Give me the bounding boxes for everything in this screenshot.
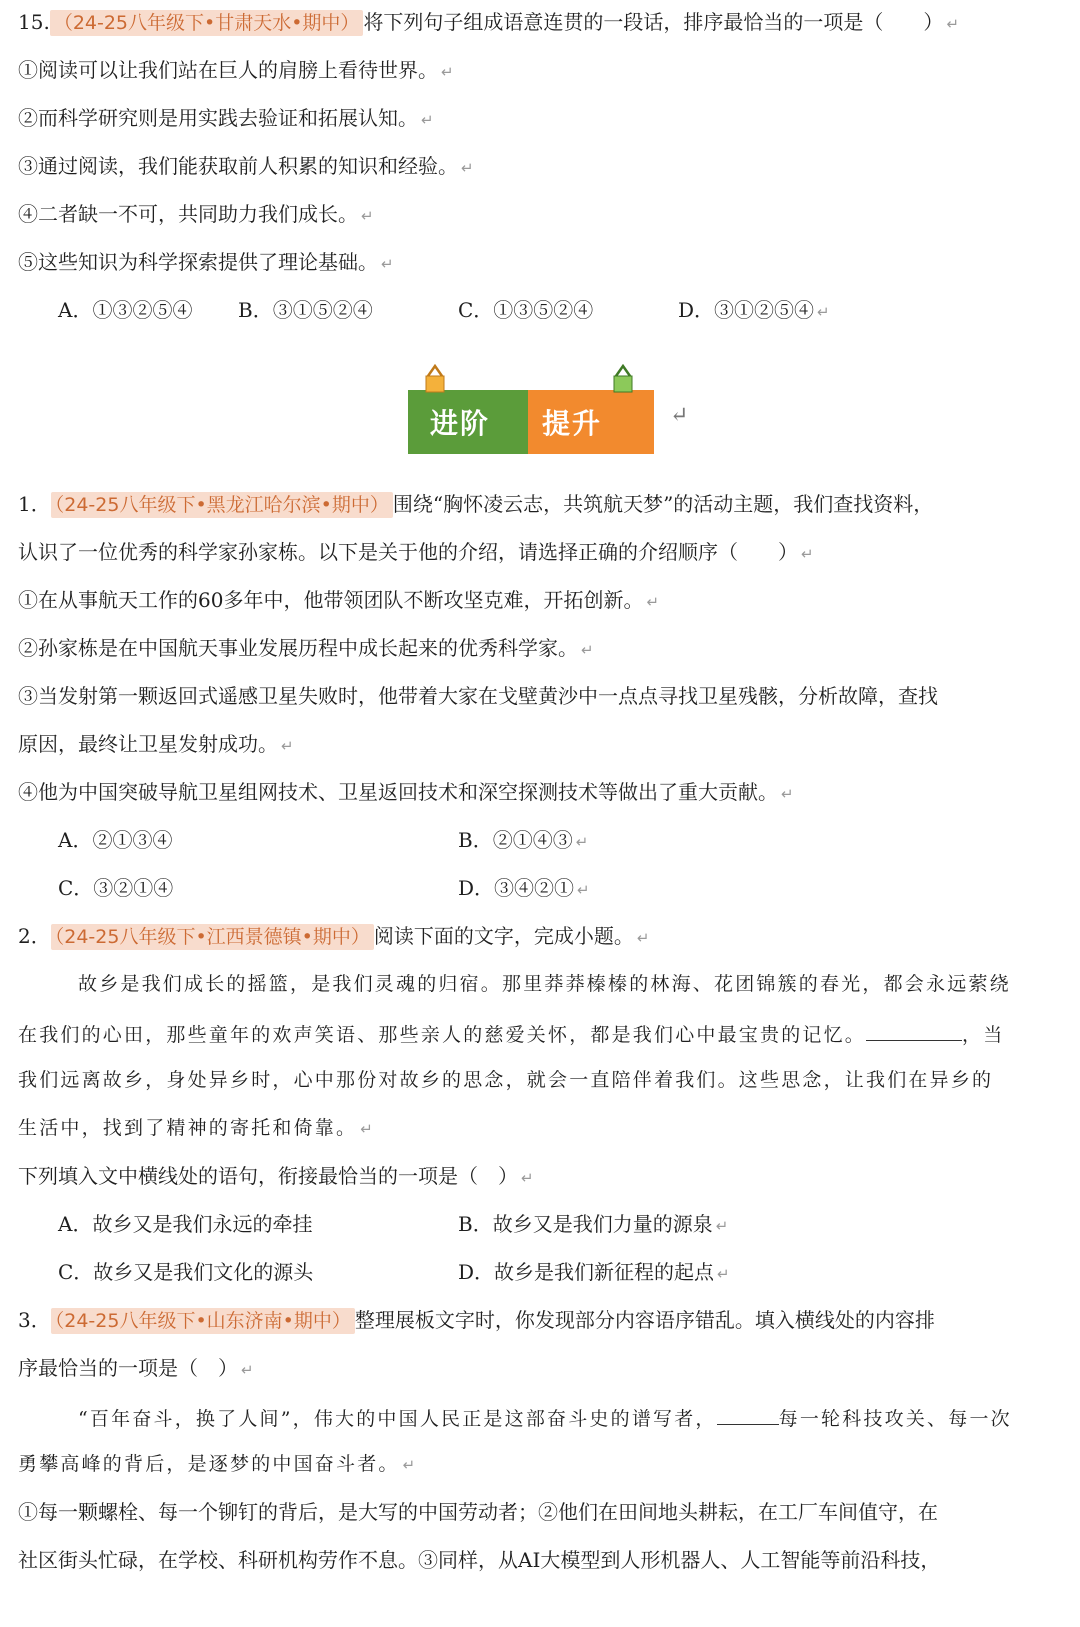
q3-stem: 整理展板文字时，你发现部分内容语序错乱。填入横线处的内容排 <box>354 1308 935 1332</box>
q15-stem: 将下列句子组成语意连贯的一段话，排序最恰当的一项是（ ） <box>363 10 944 34</box>
return-mark-icon: ↵ <box>461 159 474 177</box>
q15-number: 15. <box>18 10 50 34</box>
q3-number: 3． <box>18 1308 51 1332</box>
return-mark-icon: ↵ <box>817 303 830 321</box>
return-mark-icon: ↵ <box>670 403 689 428</box>
q2-option-a: A．故乡又是我们永远的牵挂 <box>58 1212 313 1236</box>
q1-stem-line <box>18 492 933 517</box>
q15-item-2: ②而科学研究则是用实践去验证和拓展认知。 ↵ <box>18 106 434 130</box>
return-mark-icon: ↵ <box>577 881 590 899</box>
q1-option-c: C．③②①④ <box>58 876 174 900</box>
q3-stem-line <box>18 1308 935 1333</box>
return-mark-icon: ↵ <box>946 15 960 33</box>
q3-passage-line-1: “百年奋斗，换了人间”，伟大的中国人民正是这部奋斗史的谱写者， 每一轮科技攻关、每一次 <box>78 1404 1012 1431</box>
return-mark-icon: ↵ <box>361 207 374 225</box>
q15-stem-line <box>18 10 959 36</box>
q2-stem: 阅读下面的文字，完成小题。 <box>373 924 634 948</box>
q3-items-line-1: ①每一颗螺栓、每一个铆钉的背后，是大写的中国劳动者；②他们在田间地头耕耘，在工厂车间值守，在 <box>18 1500 938 1524</box>
q1-item-3: ③当发射第一颗返回式遥感卫星失败时，他带着大家在戈壁黄沙中一点点寻找卫星残骸，分析故障，查找 <box>18 684 938 708</box>
q15-option-d: D．③①②⑤④ ↵ <box>678 298 830 322</box>
binder-clip-icon <box>610 364 636 394</box>
return-mark-icon: ↵ <box>636 929 650 947</box>
q2-option-c: C．故乡又是我们文化的源头 <box>58 1260 314 1284</box>
q15-source-tag: （24-25八年级下•甘肃天水•期中） <box>50 10 364 36</box>
q15-item-5: ⑤这些知识为科学探索提供了理论基础。 ↵ <box>18 250 394 274</box>
advance-banner <box>408 390 654 454</box>
return-mark-icon: ↵ <box>575 833 589 851</box>
q2-question: 下列填入文中横线处的语句，衔接最恰当的一项是（ ） ↵ <box>18 1164 534 1188</box>
fill-blank <box>717 1404 779 1425</box>
q1-item-2: ②孙家栋是在中国航天事业发展历程中成长起来的优秀科学家。 ↵ <box>18 636 594 660</box>
return-mark-icon: ↵ <box>717 1265 730 1283</box>
q15-option-c: C．①③⑤②④ <box>458 298 594 322</box>
q15-item-3: ③通过阅读，我们能获取前人积累的知识和经验。 ↵ <box>18 154 474 178</box>
q2-source-tag: （24-25八年级下•江西景德镇•期中） <box>51 924 374 950</box>
q2-option-d: D．故乡是我们新征程的起点 ↵ <box>458 1260 730 1284</box>
q3-stem-line-2: 序最恰当的一项是（ ） ↵ <box>18 1356 254 1380</box>
q1-option-b: B．②①④③ ↵ <box>458 828 589 852</box>
return-mark-icon: ↵ <box>402 1456 418 1474</box>
return-mark-icon: ↵ <box>521 1169 534 1187</box>
banner-left-text: 进阶 <box>430 407 491 440</box>
q2-passage-line-2: 在我们的心田，那些童年的欢声笑语、那些亲人的慈爱关怀，都是我们心中最宝贵的记忆。 ，当 <box>18 1020 1004 1047</box>
return-mark-icon: ↵ <box>441 63 454 81</box>
q1-number: 1． <box>18 492 51 516</box>
q2-option-b: B．故乡又是我们力量的源泉 ↵ <box>458 1212 729 1236</box>
q1-option-a: A．②①③④ <box>58 828 173 852</box>
q3-passage-line-2: 勇攀高峰的背后，是逐梦的中国奋斗者。 ↵ <box>18 1453 418 1475</box>
binder-clip-icon <box>422 364 448 394</box>
return-mark-icon: ↵ <box>581 641 594 659</box>
return-mark-icon: ↵ <box>646 593 660 611</box>
return-mark-icon: ↵ <box>781 785 794 803</box>
q2-stem-line <box>18 924 649 950</box>
fill-blank <box>866 1020 962 1041</box>
q3-items-line-2: 社区街头忙碌，在学校、科研机构劳作不息。③同样，从AI大模型到人形机器人、人工智能等前沿科技， <box>18 1548 941 1572</box>
q3-source-tag: （24-25八年级下•山东济南•期中） <box>51 1308 355 1334</box>
q2-passage-line-4: 生活中，找到了精神的寄托和倚靠。 ↵ <box>18 1117 375 1139</box>
q15-option-b: B．③①⑤②④ <box>238 298 373 322</box>
q1-stem: 围绕“胸怀凌云志，共筑航天梦”的活动主题，我们查找资料， <box>392 492 934 516</box>
return-mark-icon: ↵ <box>421 111 434 129</box>
return-mark-icon: ↵ <box>281 737 294 755</box>
q15-option-a: A．①③②⑤④ <box>58 298 193 322</box>
q1-source-tag: （24-25八年级下•黑龙江哈尔滨•期中） <box>51 492 393 518</box>
q1-stem-line-2: 认识了一位优秀的科学家孙家栋。以下是关于他的介绍，请选择正确的介绍顺序（ ） ↵ <box>18 540 814 564</box>
q1-item-4: ④他为中国突破导航卫星组网技术、卫星返回技术和深空探测技术等做出了重大贡献。 ↵ <box>18 780 794 804</box>
return-mark-icon: ↵ <box>241 1361 254 1379</box>
q15-item-4: ④二者缺一不可，共同助力我们成长。 ↵ <box>18 202 374 226</box>
q1-option-d: D．③④②① ↵ <box>458 876 590 900</box>
return-mark-icon: ↵ <box>801 545 814 563</box>
q2-number: 2． <box>18 924 51 948</box>
q1-item-1: ①在从事航天工作的60多年中，他带领团队不断攻坚克难，开拓创新。 ↵ <box>18 588 660 612</box>
q2-passage-line-3: 我们远离故乡，身处异乡时，心中那份对故乡的思念，就会一直陪伴着我们。这些思念，让我们在异乡的 <box>18 1069 994 1091</box>
q2-passage-line-1: 故乡是我们成长的摇篮，是我们灵魂的归宿。那里莽莽榛榛的林海、花团锦簇的春光，都会永远萦绕 <box>78 973 1011 995</box>
return-mark-icon: ↵ <box>715 1217 729 1235</box>
return-mark-icon: ↵ <box>381 255 394 273</box>
banner-right-text: 提升 <box>542 407 603 440</box>
q1-item-3-cont: 原因，最终让卫星发射成功。 ↵ <box>18 732 294 756</box>
return-mark-icon: ↵ <box>360 1120 375 1138</box>
q15-item-1: ①阅读可以让我们站在巨人的肩膀上看待世界。 ↵ <box>18 58 454 82</box>
